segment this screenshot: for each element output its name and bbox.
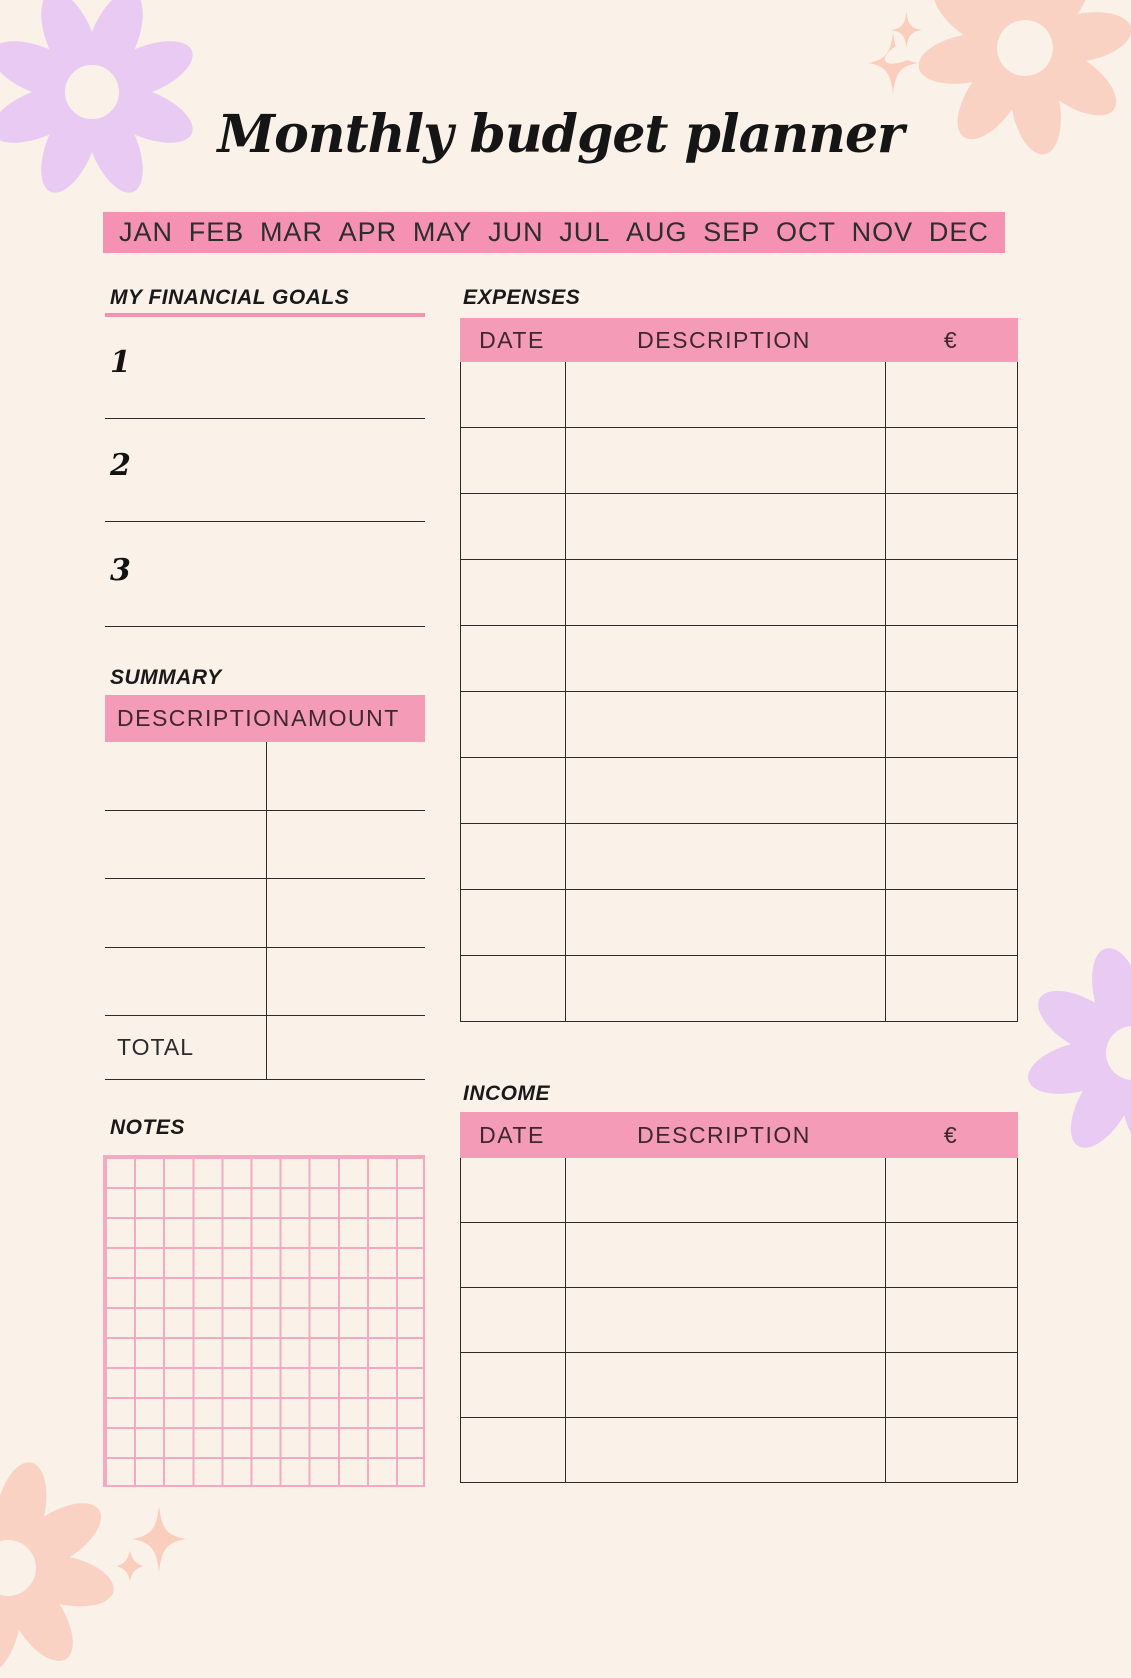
expenses-col-currency: €: [943, 326, 959, 353]
month-oct[interactable]: OCT: [775, 217, 836, 247]
expenses-row[interactable]: [461, 758, 1017, 824]
summary-row[interactable]: [105, 879, 425, 948]
expenses-divider-amount: [885, 362, 886, 1022]
income-row[interactable]: [461, 1353, 1017, 1418]
expenses-row[interactable]: [461, 956, 1017, 1022]
month-mar[interactable]: MAR: [259, 217, 323, 247]
month-feb[interactable]: FEB: [188, 217, 245, 247]
month-jan[interactable]: JAN: [119, 217, 174, 247]
income-col-currency: €: [943, 1121, 959, 1148]
notes-grid[interactable]: [103, 1155, 425, 1487]
income-divider-date: [565, 1158, 566, 1483]
expenses-row[interactable]: [461, 890, 1017, 956]
income-row[interactable]: [461, 1223, 1017, 1288]
summary-row[interactable]: [105, 948, 425, 1017]
summary-table: [105, 742, 425, 1080]
month-aug[interactable]: AUG: [626, 217, 688, 247]
goal-line-1[interactable]: [105, 418, 425, 419]
flower-icon-top-left: [0, 0, 202, 202]
sparkle-icon-bottom-left-small: [111, 1544, 149, 1588]
goal-number-1: 1: [110, 345, 131, 380]
expenses-row[interactable]: [461, 362, 1017, 428]
goal-line-2[interactable]: [105, 521, 425, 522]
summary-column-divider: [266, 742, 267, 1080]
goal-number-2: 2: [110, 448, 131, 483]
goals-underline: [105, 313, 425, 317]
expenses-row[interactable]: [461, 626, 1017, 692]
expenses-heading: EXPENSES: [463, 286, 581, 309]
expenses-row[interactable]: [461, 428, 1017, 494]
summary-col-amount: AMOUNT: [291, 705, 400, 731]
expenses-row[interactable]: [461, 692, 1017, 758]
summary-total-label: TOTAL: [117, 1034, 194, 1060]
income-heading: INCOME: [463, 1082, 550, 1105]
summary-header-row: [105, 695, 425, 742]
month-sep[interactable]: SEP: [703, 217, 761, 247]
income-divider-amount: [885, 1158, 886, 1483]
summary-col-description: DESCRIPTION: [117, 705, 291, 731]
month-dec[interactable]: DEC: [928, 217, 989, 247]
expenses-row[interactable]: [461, 494, 1017, 560]
summary-row[interactable]: [105, 742, 425, 811]
income-header-row: [460, 1112, 1018, 1158]
sparkle-icon-top-right-small: [891, 12, 922, 48]
notes-heading: NOTES: [110, 1116, 185, 1139]
flower-icon-bottom-left: [0, 1458, 118, 1678]
month-jul[interactable]: JUL: [559, 217, 611, 247]
month-may[interactable]: MAY: [412, 217, 473, 247]
expenses-row[interactable]: [461, 560, 1017, 626]
summary-total-row[interactable]: [105, 1016, 425, 1080]
summary-rows: [105, 742, 425, 1016]
income-table: [460, 1158, 1018, 1483]
month-jun[interactable]: JUN: [488, 217, 544, 247]
summary-row[interactable]: [105, 811, 425, 880]
expenses-header-row: [460, 318, 1018, 362]
page-title: Monthly budget planner: [217, 104, 904, 165]
expenses-rows: [461, 362, 1017, 1022]
income-row[interactable]: [461, 1158, 1017, 1223]
income-col-date: DATE: [479, 1121, 545, 1148]
expenses-table: [460, 362, 1018, 1022]
expenses-col-date: DATE: [479, 326, 545, 353]
expenses-divider-date: [565, 362, 566, 1022]
goals-heading: MY FINANCIAL GOALS: [110, 286, 350, 309]
income-col-description: DESCRIPTION: [637, 1121, 811, 1148]
flower-icon-right: [1023, 943, 1131, 1163]
expenses-row[interactable]: [461, 824, 1017, 890]
month-apr[interactable]: APR: [338, 217, 398, 247]
summary-heading: SUMMARY: [110, 666, 222, 689]
income-row[interactable]: [461, 1288, 1017, 1353]
expenses-col-description: DESCRIPTION: [637, 326, 811, 353]
goal-line-3[interactable]: [105, 626, 425, 627]
goal-number-3: 3: [110, 553, 131, 588]
month-nov[interactable]: NOV: [851, 217, 914, 247]
month-banner: [103, 212, 1005, 253]
income-row[interactable]: [461, 1418, 1017, 1483]
income-rows: [461, 1158, 1017, 1483]
